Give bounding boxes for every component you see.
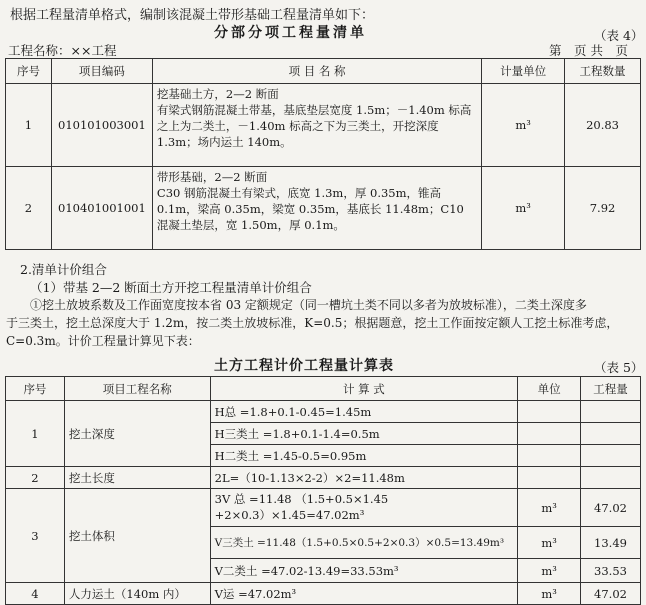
row-qty: 20.83 — [565, 84, 641, 167]
row-name: 带形基础，2—2 断面 C30 钢筋混凝土有梁式，底宽 1.3m，厚 0.35m，锥高 0.1m，梁高 0.35m，梁宽 0.35m，基底长 11.48m；C10 混凝土垫层，宽 1.50m，厚 0.1m。 — [152, 167, 481, 250]
table5-label: （表 5） — [594, 360, 644, 375]
qty-cell — [581, 467, 641, 489]
group-no: 3 — [6, 489, 65, 583]
table-row — [6, 489, 641, 527]
table4-header-code: 项目编码 — [51, 59, 152, 84]
table5-header-row — [6, 377, 641, 401]
table5-header-no: 序号 — [6, 377, 65, 401]
page-info: 第 页 共 页 — [549, 43, 628, 58]
table4-header-unit: 计量单位 — [482, 59, 565, 84]
unit-cell: m³ — [518, 489, 581, 527]
paragraph-line-2: 于三类土，挖土总深度大于 1.2m，按二类土放坡标准，K=0.5；根据题意，挖土工作面按定额人工挖土标准考虑， — [6, 316, 619, 330]
qty-cell: 47.02 — [581, 583, 641, 605]
paragraph-line-3: C=0.3m。计价工程量计算见下表： — [6, 334, 200, 348]
intro-text: 根据工程量清单格式，编制该混凝土带形基础工程量清单如下： — [10, 8, 375, 23]
group-name: 挖土体积 — [64, 489, 210, 583]
table-row — [6, 167, 641, 250]
qty-cell: 47.02 — [581, 489, 641, 527]
unit-cell — [518, 467, 581, 489]
group-no: 2 — [6, 467, 65, 489]
table-row — [6, 84, 641, 167]
formula-cell: 3V 总 =11.48 （1.5+0.5×1.45 +2×0.3）×1.45=47.02m³ — [210, 489, 518, 527]
row-no: 2 — [6, 167, 52, 250]
table4-label: （表 4） — [594, 28, 644, 43]
group-name: 挖土长度 — [64, 467, 210, 489]
paragraph-line-1: ①挖土放坡系数及工作面宽度按本省 03 定额规定（同一槽坑土类不同以多者为放坡标准），二类土深度多 — [30, 298, 587, 312]
project-name: 工程名称：××工程 — [8, 43, 117, 58]
table5-title: 土方工程计价工程量计算表 — [214, 358, 394, 374]
table-row — [6, 401, 641, 423]
row-unit: m³ — [482, 167, 565, 250]
unit-cell: m³ — [518, 559, 581, 583]
unit-cell: m³ — [518, 527, 581, 559]
unit-cell: m³ — [518, 583, 581, 605]
table5-header-name: 项目工程名称 — [64, 377, 210, 401]
row-code: 010101003001 — [51, 84, 152, 167]
qty-cell: 13.49 — [581, 527, 641, 559]
qty-cell — [581, 423, 641, 445]
subsection1-heading: （1）带基 2—2 断面土方开挖工程量清单计价组合 — [30, 280, 312, 295]
table4 — [5, 58, 641, 250]
qty-cell: 33.53 — [581, 559, 641, 583]
group-name: 挖土深度 — [64, 401, 210, 467]
qty-cell — [581, 401, 641, 423]
unit-cell — [518, 445, 581, 467]
table4-title: 分部分项工程量清单 — [214, 25, 367, 41]
table-row — [6, 583, 641, 605]
formula-cell: H总 =1.8+0.1-0.45=1.45m — [210, 401, 518, 423]
row-qty: 7.92 — [565, 167, 641, 250]
formula-cell: H二类土 =1.45-0.5=0.95m — [210, 445, 518, 467]
table5-header-unit: 单位 — [518, 377, 581, 401]
formula-cell: V三类土 =11.48（1.5+0.5×0.5+2×0.3）×0.5=13.49m³ — [210, 527, 518, 559]
row-name: 挖基础土方，2—2 断面 有梁式钢筋混凝土带基，基底垫层宽度 1.5m；－1.40m 标高之上为二类土，－1.40m 标高之下为三类土，开挖深度 1.3m；场内运土 140m。 — [152, 84, 481, 167]
table4-header-row — [6, 59, 641, 84]
table4-header-qty: 工程数量 — [565, 59, 641, 84]
group-no: 4 — [6, 583, 65, 605]
formula-cell: H三类土 =1.8+0.1-1.4=0.5m — [210, 423, 518, 445]
table4-header-no: 序号 — [6, 59, 52, 84]
formula-cell: V二类土 =47.02-13.49=33.53m³ — [210, 559, 518, 583]
table-row — [6, 467, 641, 489]
row-no: 1 — [6, 84, 52, 167]
table5-header-formula: 计 算 式 — [210, 377, 518, 401]
formula-cell: V运 =47.02m³ — [210, 583, 518, 605]
table5-header-qty: 工程量 — [581, 377, 641, 401]
table5 — [5, 376, 641, 605]
group-no: 1 — [6, 401, 65, 467]
unit-cell — [518, 423, 581, 445]
formula-cell: 2L=（10-1.13×2-2）×2=11.48m — [210, 467, 518, 489]
qty-cell — [581, 445, 641, 467]
row-unit: m³ — [482, 84, 565, 167]
unit-cell — [518, 401, 581, 423]
row-code: 010401001001 — [51, 167, 152, 250]
group-name: 人力运土（140m 内） — [64, 583, 210, 605]
section2-heading: 2.清单计价组合 — [20, 262, 107, 277]
table4-header-name: 项 目 名 称 — [152, 59, 481, 84]
